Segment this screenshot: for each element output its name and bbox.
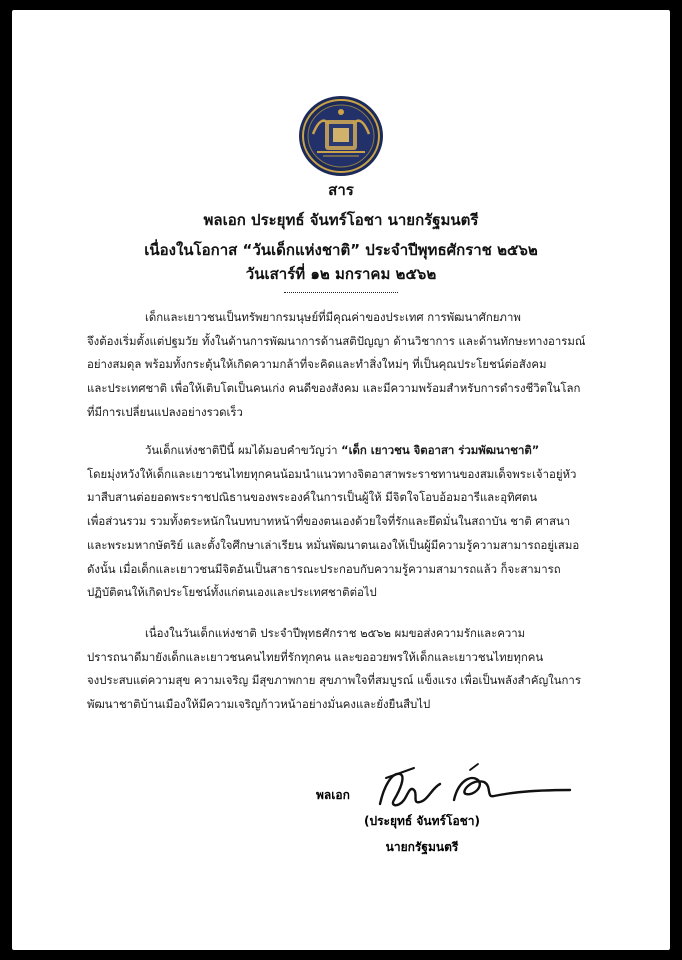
paragraph-2-line: มาสืบสานต่อยอดพระราชปณิธานของพระองค์ในการเป็นผู้ให้ มีจิตใจโอบอ้อมอารีและอุทิศตน	[87, 490, 538, 505]
author-line: พลเอก ประยุทธ์ จันทร์โอชา นายกรัฐมนตรี	[203, 211, 479, 229]
paragraph-2-line: เพื่อส่วนรวม รวมทั้งตระหนักในบทบาทหน้าที่ของตนเองด้วยใจที่รักและยึดมั่นในสถาบัน ชาติ ศาสนา	[87, 514, 571, 529]
signatory-name: (ประยุทธ์ จันทร์โอชา)	[363, 814, 481, 828]
occasion-line: เนื่องในโอกาส “วันเด็กแห่งชาติ” ประจำปีพุทธศักราช ๒๕๖๒	[144, 241, 538, 259]
government-seal-icon	[283, 94, 399, 178]
paragraph-1	[87, 306, 624, 425]
signature-rank: พลเอก	[316, 788, 350, 802]
paragraph-2	[87, 439, 624, 605]
paragraph-1-line: เด็กและเยาวชนเป็นทรัพยากรมนุษย์ที่มีคุณค่าของประเทศ การพัฒนาศักยภาพ	[145, 310, 521, 324]
paragraph-3-line: ปรารถนาดีมายังเด็กและเยาวชนคนไทยที่รักทุกคน และขออวยพรให้เด็กและเยาวชนไทยทุกคน	[87, 649, 544, 664]
letter-heading: สาร	[328, 181, 354, 199]
paragraph-2-line: ดังนั้น เมื่อเด็กและเยาวชนมีจิตอันเป็นสาธารณะประกอบกับความรู้ความสามารถแล้ว ก็จะสามารถ	[87, 561, 561, 576]
paragraph-2-line: และพระมหากษัตริย์ และตั้งใจศึกษาเล่าเรียน หมั่นพัฒนาตนเองให้เป็นผู้มีความรู้ความสามารถอยู่เสมอ	[87, 537, 580, 552]
children-day-motto: “เด็ก เยาวชน จิตอาสา ร่วมพัฒนาชาติ”	[341, 443, 540, 457]
signatory-title: นายกรัฐมนตรี	[385, 840, 459, 854]
paragraph-2-first-line	[87, 439, 624, 463]
handwritten-signature	[374, 760, 574, 816]
paragraph-3	[87, 622, 624, 717]
paragraph-2-line: ปฏิบัติตนให้เกิดประโยชน์ทั้งแก่ตนเองและประเทศชาติต่อไป	[87, 585, 377, 600]
date-line: วันเสาร์ที่ ๑๒ มกราคม ๒๕๖๒	[245, 265, 437, 283]
paragraph-2-line: โดยมุ่งหวังให้เด็กและเยาวชนไทยทุกคนน้อมนำแนวทางจิตอาสาพระราชทานของสมเด็จพระเจ้าอยู่หัว	[87, 466, 577, 481]
paragraph-3-line: พัฒนาชาติบ้านเมืองให้มีความเจริญก้าวหน้าอย่างมั่นคงและยั่งยืนสืบไป	[87, 697, 431, 712]
paragraph-3-line: เนื่องในวันเด็กแห่งชาติ ประจำปีพุทธศักราช ๒๕๖๒ ผมขอส่งความรักและความ	[145, 626, 526, 640]
paragraph-1-line: และประเทศชาติ เพื่อให้เติบโตเป็นคนเก่ง คนดีของสังคม และมีความพร้อมสำหรับการดำรงชีวิตในโลก	[87, 381, 581, 396]
paragraph-1-line: จึงต้องเริ่มตั้งแต่ปฐมวัย ทั้งในด้านการพัฒนาการด้านสติปัญญา ด้านวิชาการ และด้านทักษะทางอารมณ์	[87, 333, 586, 348]
dotted-divider	[284, 292, 398, 293]
paragraph-2-lead: วันเด็กแห่งชาติปีนี้ ผมได้มอบคำขวัญว่า	[145, 443, 342, 457]
paragraph-1-line: อย่างสมดุล พร้อมทั้งกระตุ้นให้เกิดความกล้าที่จะคิดและทำสิ่งใหม่ๆ ที่เป็นคุณประโยชน์ต่อสังคม	[87, 357, 547, 372]
paragraph-3-line: จงประสบแต่ความสุข ความเจริญ มีสุขภาพกาย สุขภาพใจที่สมบูรณ์ แข็งแรง เพื่อเป็นพลังสำคัญในการ	[87, 673, 581, 688]
paragraph-1-line: ที่มีการเปลี่ยนแปลงอย่างรวดเร็ว	[87, 404, 243, 419]
